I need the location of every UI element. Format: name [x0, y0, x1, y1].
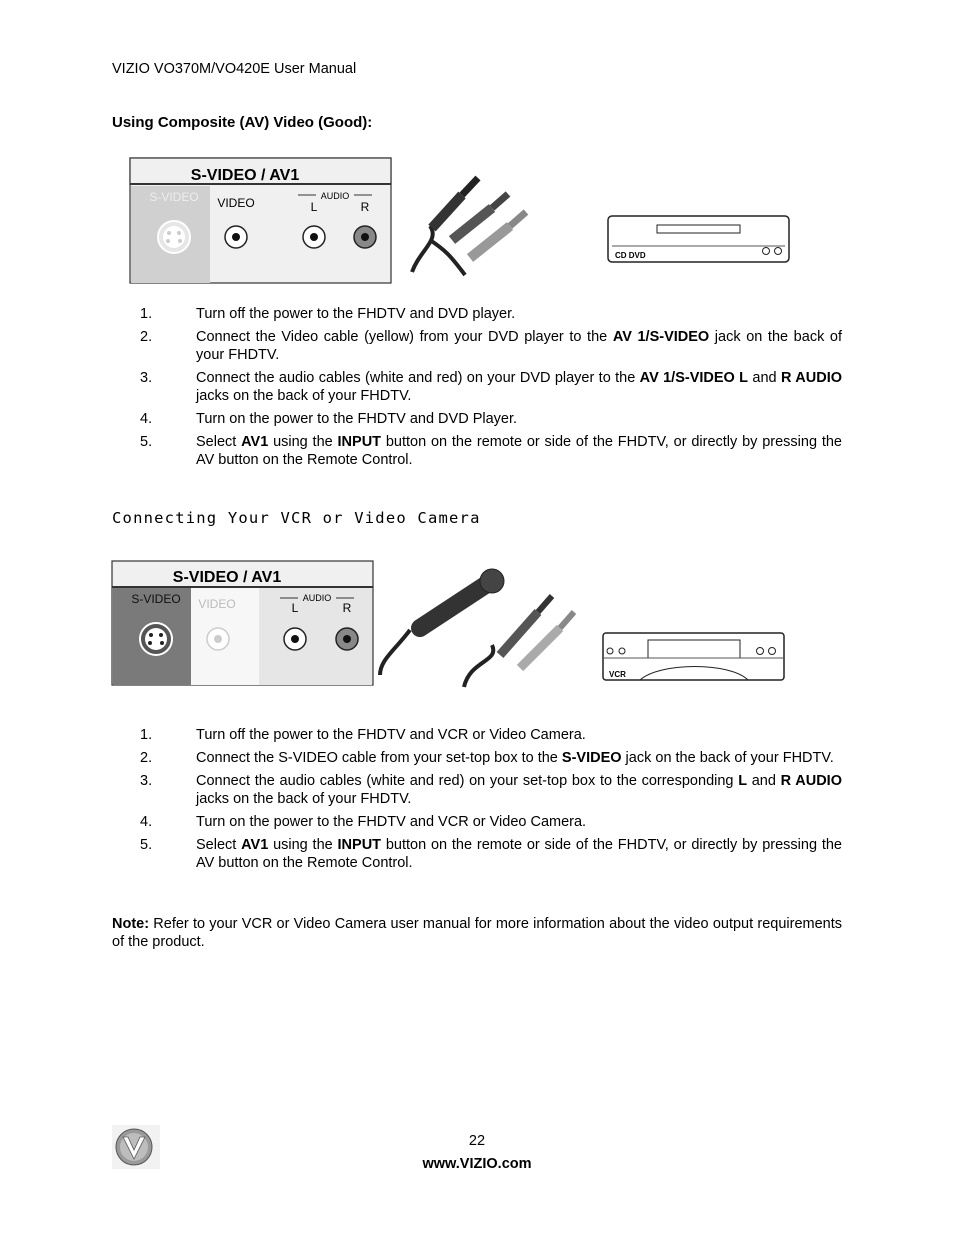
step-text: using the: [268, 434, 338, 450]
step-item: [112, 433, 842, 469]
step-item: [112, 369, 842, 405]
step-text: jack on the back of your FHDTV.: [621, 750, 834, 766]
audio-label: AUDIO: [320, 191, 350, 201]
step-text: jacks on the back of your FHDTV.: [196, 388, 412, 404]
step-text: button on the remote or side of the FHDTV, or directly by pressing the AV button on the Remote Control.: [196, 434, 842, 468]
step-text: Select: [196, 837, 242, 853]
step-number: 2.: [140, 750, 153, 766]
video-jack-icon: [207, 628, 229, 650]
step-number: 5.: [140, 837, 153, 853]
step-text: Connect the audio cables (white and red) on your DVD player to the: [196, 370, 640, 386]
step-text: Turn on the power to the FHDTV and DVD Player.: [196, 411, 518, 427]
step-text: button on the remote or side of the FHDTV, or directly by pressing the AV button on the Remote Control.: [196, 837, 842, 871]
vcr-device-label: VCR: [609, 670, 626, 679]
right-label: R: [342, 601, 352, 615]
svideo-label: S-VIDEO: [131, 592, 181, 606]
step-number: 3.: [140, 773, 153, 789]
step-text: using the: [268, 837, 338, 853]
step-item: [112, 772, 842, 808]
left-label: L: [291, 601, 299, 615]
left-label: L: [310, 200, 318, 214]
step-emphasis: AV1: [241, 837, 269, 853]
rca-cable-icon: [412, 178, 526, 275]
av-panel-2: [112, 561, 373, 685]
step-text: Turn off the power to the FHDTV and VCR or Video Camera.: [196, 727, 586, 743]
note-text: Refer to your VCR or Video Camera user manual for more information about the video output requirements of the product.: [112, 916, 842, 950]
step-emphasis: S-VIDEO: [561, 750, 622, 766]
audio-label: AUDIO: [302, 593, 332, 603]
step-text: Turn on the power to the FHDTV and VCR or Video Camera.: [196, 814, 587, 830]
step-text: jack on the back of your FHDTV.: [196, 329, 843, 363]
audio-right-jack-icon: [336, 628, 358, 650]
step-emphasis: L: [738, 773, 748, 789]
step-text: Connect the audio cables (white and red) on your set-top box to the corresponding: [196, 773, 739, 789]
footer-url-link[interactable]: www.VIZIO.com: [422, 1156, 532, 1172]
audio-left-jack-icon: [284, 628, 306, 650]
step-number: 5.: [140, 434, 153, 450]
step-emphasis: AV 1/S-VIDEO: [612, 329, 710, 345]
step-emphasis: INPUT: [337, 434, 382, 450]
audio-right-jack-icon: [354, 226, 376, 248]
step-text: Connect the Video cable (yellow) from your DVD player to the: [196, 329, 613, 345]
composite-connection-diagram: [0, 0, 954, 300]
svideo-jack-icon: [140, 623, 172, 655]
section-title-composite: Using Composite (AV) Video (Good):: [112, 114, 373, 131]
step-number: 1.: [140, 727, 153, 743]
step-text: Turn off the power to the FHDTV and DVD player.: [196, 306, 516, 322]
step-text: Connect the S-VIDEO cable from your set-top box to the: [196, 750, 562, 766]
note-paragraph: [112, 915, 842, 951]
steps-list-composite: [112, 305, 842, 474]
step-emphasis: INPUT: [337, 837, 382, 853]
step-item: [112, 410, 842, 428]
video-jack-icon: [225, 226, 247, 248]
step-emphasis: AV1: [241, 434, 269, 450]
step-item: [112, 836, 842, 872]
steps-list-vcr: [112, 726, 842, 877]
step-text: jacks on the back of your FHDTV.: [196, 791, 412, 807]
svideo-jack-icon: [158, 221, 190, 253]
vcr-icon: [603, 633, 784, 680]
step-emphasis: R AUDIO: [780, 370, 843, 386]
dvd-player-icon: [608, 216, 789, 262]
panel-title: S-VIDEO / AV1: [190, 167, 300, 184]
video-label: VIDEO: [217, 196, 255, 210]
document-header: VIZIO VO370M/VO420E User Manual: [112, 61, 357, 77]
audio-left-jack-icon: [303, 226, 325, 248]
step-number: 2.: [140, 329, 153, 345]
step-item: [112, 726, 842, 744]
note-label: Note:: [112, 916, 150, 932]
step-text: and: [747, 773, 781, 789]
right-label: R: [360, 200, 370, 214]
av-panel-1: [130, 158, 391, 283]
step-item: [112, 328, 842, 364]
step-item: [112, 749, 842, 767]
step-text: Select: [196, 434, 242, 450]
video-label: VIDEO: [198, 597, 236, 611]
step-number: 3.: [140, 370, 153, 386]
svideo-audio-cable-icon: [380, 569, 574, 687]
step-emphasis: AV 1/S-VIDEO L: [639, 370, 749, 386]
step-emphasis: R AUDIO: [780, 773, 842, 789]
panel-title: S-VIDEO / AV1: [172, 569, 282, 586]
step-number: 4.: [140, 814, 153, 830]
dvd-device-label: CD DVD: [615, 251, 646, 260]
section-title-vcr: Connecting Your VCR or Video Camera: [112, 509, 481, 527]
step-text: and: [748, 370, 781, 386]
step-item: [112, 813, 842, 831]
step-number: 4.: [140, 411, 153, 427]
svideo-connection-diagram: [0, 550, 954, 700]
page-number: 22: [468, 1133, 486, 1149]
step-item: [112, 305, 842, 323]
svideo-label: S-VIDEO: [149, 190, 199, 204]
step-number: 1.: [140, 306, 153, 322]
